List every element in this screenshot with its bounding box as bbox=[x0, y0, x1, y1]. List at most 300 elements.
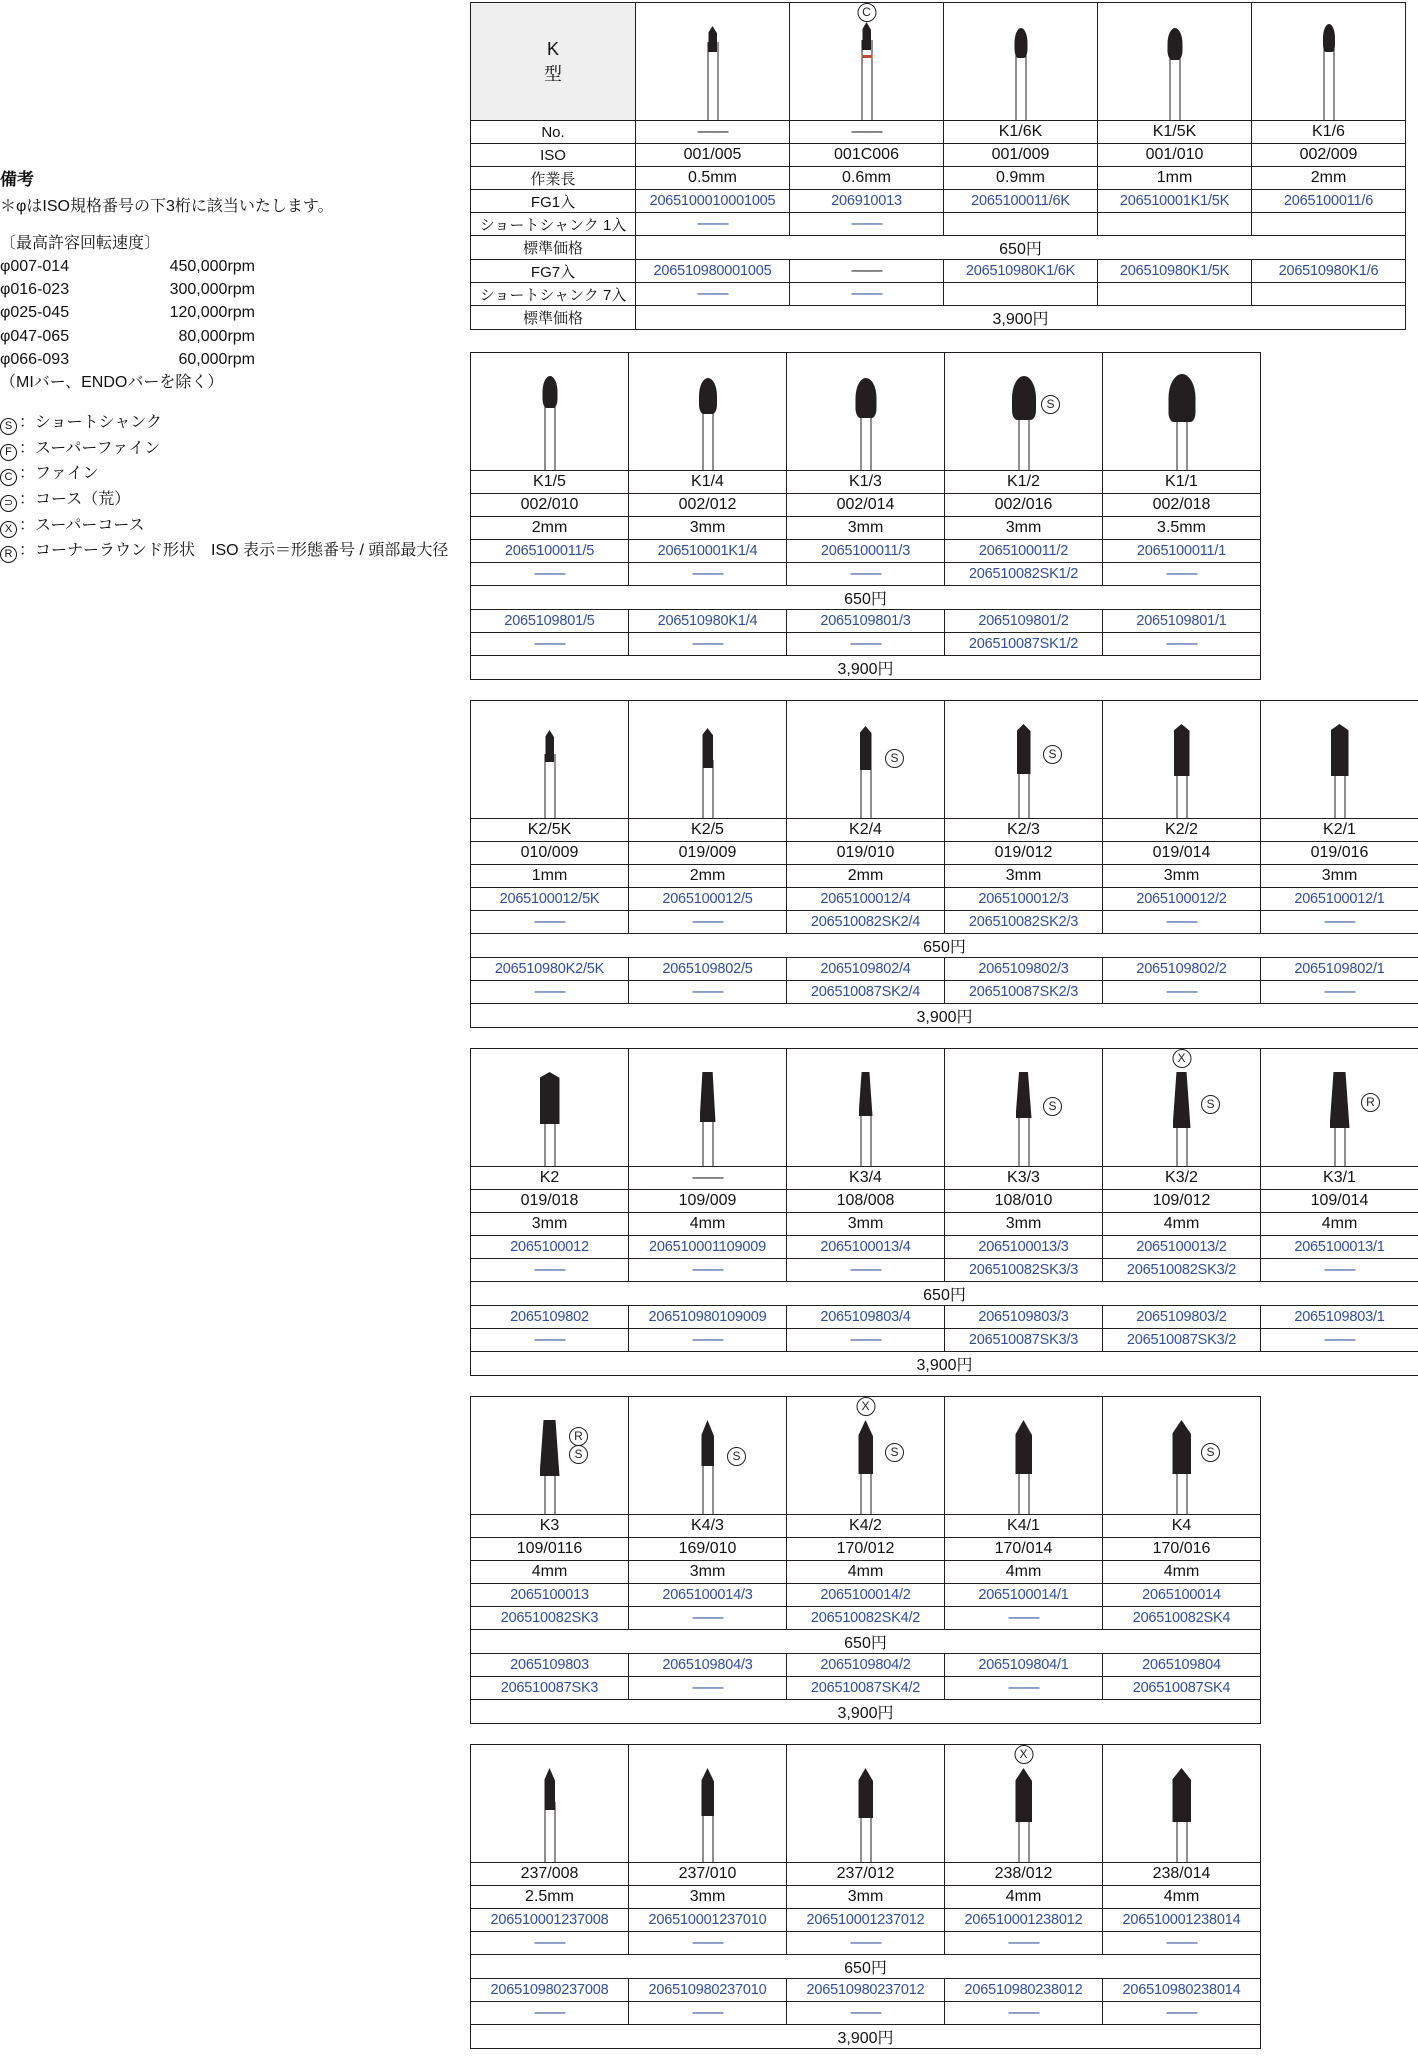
coarse-icon: ⊃ bbox=[0, 495, 17, 512]
cell-no: K4/1 bbox=[945, 1515, 1103, 1538]
cell-code-fg1[interactable]: 2065100011/6K bbox=[944, 190, 1098, 213]
cell-iso: 019/018 bbox=[471, 1190, 629, 1213]
super-coarse-mark-icon: X bbox=[1172, 1049, 1191, 1068]
speed-diameter: φ007-014 bbox=[0, 258, 70, 276]
cell-length: 3mm bbox=[787, 517, 945, 540]
cell-iso: 109/014 bbox=[1261, 1190, 1418, 1213]
cell-code-fg1[interactable]: 2065100014/1 bbox=[945, 1584, 1103, 1607]
legend-list bbox=[0, 410, 470, 564]
cell-code-short1[interactable]: 206510082SK2/3 bbox=[945, 911, 1103, 934]
bur-image bbox=[1261, 1049, 1418, 1167]
cell-code-short1: —— bbox=[471, 911, 629, 934]
cell-length: 4mm bbox=[629, 1213, 787, 1236]
cell-code-fg7[interactable]: 206510980109009 bbox=[629, 1306, 787, 1329]
cell-no: —— bbox=[790, 121, 944, 144]
cell-length: 4mm bbox=[1103, 1213, 1261, 1236]
cell-code-short7: —— bbox=[1103, 981, 1261, 1004]
cell-price-3900: 3,900円 bbox=[636, 306, 1406, 330]
cell-length: 3mm bbox=[629, 1561, 787, 1584]
cell-code-short7 bbox=[944, 283, 1098, 306]
bur-image bbox=[944, 3, 1098, 121]
cell-code-fg7[interactable]: 2065109803 bbox=[471, 1654, 629, 1677]
cell-code-short7[interactable]: 206510087SK3 bbox=[471, 1677, 629, 1700]
cell-length: 3mm bbox=[945, 1213, 1103, 1236]
cell-code-short7[interactable]: 206510087SK3/2 bbox=[1103, 1329, 1261, 1352]
cell-iso: 237/010 bbox=[629, 1863, 787, 1886]
cell-no: K1/2 bbox=[945, 471, 1103, 494]
cell-code-short1: —— bbox=[945, 1932, 1103, 1955]
cell-code-short1[interactable]: 206510082SK4 bbox=[1103, 1607, 1261, 1630]
cell-code-short7: —— bbox=[471, 2002, 629, 2025]
cell-code-short7[interactable]: 206510087SK2/4 bbox=[787, 981, 945, 1004]
cell-code-fg7[interactable]: 2065109803/2 bbox=[1103, 1306, 1261, 1329]
speed-diameter: φ047-065 bbox=[0, 327, 70, 345]
cell-code-fg7[interactable]: 2065109802/3 bbox=[945, 958, 1103, 981]
cell-length: 0.9mm bbox=[944, 167, 1098, 190]
cell-code-fg1[interactable]: 2065100011/5 bbox=[471, 540, 629, 563]
cell-iso: 170/014 bbox=[945, 1538, 1103, 1561]
bur-image bbox=[1261, 701, 1418, 819]
cell-code-fg7[interactable]: 2065109804/1 bbox=[945, 1654, 1103, 1677]
cell-iso: 010/009 bbox=[471, 842, 629, 865]
speed-diameter: φ025-045 bbox=[0, 304, 70, 322]
row-label-price: 標準価格 bbox=[471, 306, 636, 330]
cell-code-short7: —— bbox=[790, 283, 944, 306]
cell-code-fg7[interactable]: 206510980237008 bbox=[471, 1979, 629, 2002]
cell-code-fg1[interactable]: 2065100013 bbox=[471, 1584, 629, 1607]
cell-iso: 108/010 bbox=[945, 1190, 1103, 1213]
cell-length: 2mm bbox=[471, 517, 629, 540]
short-shank-mark-icon: S bbox=[1041, 395, 1060, 414]
cell-iso: 169/010 bbox=[629, 1538, 787, 1561]
cell-no: K2/3 bbox=[945, 819, 1103, 842]
short-shank-mark-icon: S bbox=[1043, 1097, 1062, 1116]
cell-code-fg7[interactable]: 206510980K2/5K bbox=[471, 958, 629, 981]
cell-price-650: 650円 bbox=[471, 586, 1261, 610]
cell-code-fg1[interactable]: 2065100013/2 bbox=[1103, 1236, 1261, 1259]
cell-code-fg7[interactable]: 2065109801/5 bbox=[471, 610, 629, 633]
cell-price-650: 650円 bbox=[471, 1282, 1418, 1306]
cell-length: 2mm bbox=[629, 865, 787, 888]
bur-image bbox=[471, 353, 629, 471]
bur-image bbox=[790, 3, 944, 121]
cell-no: K4/3 bbox=[629, 1515, 787, 1538]
bur-image bbox=[1103, 701, 1261, 819]
cell-code-fg1[interactable]: 206510001237012 bbox=[787, 1909, 945, 1932]
bur-table-4 bbox=[470, 1048, 1418, 1376]
row-label-fg7: FG7入 bbox=[471, 260, 636, 283]
cell-code-fg1[interactable]: 2065100014/3 bbox=[629, 1584, 787, 1607]
super-coarse-icon: X bbox=[0, 521, 17, 538]
cell-price-3900: 3,900円 bbox=[471, 656, 1261, 680]
cell-code-fg7[interactable]: 206510980237010 bbox=[629, 1979, 787, 2002]
cell-code-fg7[interactable]: 2065109804/2 bbox=[787, 1654, 945, 1677]
cell-code-fg7[interactable]: 2065109801/1 bbox=[1103, 610, 1261, 633]
cell-no: K2/5K bbox=[471, 819, 629, 842]
cell-code-short7: —— bbox=[629, 1677, 787, 1700]
speed-value: 80,000rpm bbox=[178, 327, 255, 345]
legend-label: ：コーナーラウンド形状 ISO 表示＝形態番号 / 頭部最大径 bbox=[19, 542, 449, 560]
cell-length: 0.6mm bbox=[790, 167, 944, 190]
bur-image bbox=[629, 1049, 787, 1167]
legend-item bbox=[0, 436, 470, 462]
row-label-price: 標準価格 bbox=[471, 236, 636, 260]
cell-price-650: 650円 bbox=[471, 1630, 1261, 1654]
cell-length: 0.5mm bbox=[636, 167, 790, 190]
cell-code-short7: —— bbox=[629, 633, 787, 656]
cell-code-fg7[interactable]: 2065109802 bbox=[471, 1306, 629, 1329]
cell-no: K4 bbox=[1103, 1515, 1261, 1538]
cell-code-short7: —— bbox=[787, 2002, 945, 2025]
row-label-fg1: FG1入 bbox=[471, 190, 636, 213]
cell-code-fg1[interactable]: 2065100013/4 bbox=[787, 1236, 945, 1259]
cell-no: K3/4 bbox=[787, 1167, 945, 1190]
cell-code-short7: —— bbox=[945, 2002, 1103, 2025]
cell-code-fg1[interactable]: 206510001238012 bbox=[945, 1909, 1103, 1932]
cell-code-fg7[interactable]: 206510980001005 bbox=[636, 260, 790, 283]
legend-label: ：スーパーファイン bbox=[19, 439, 161, 457]
short-shank-icon: S bbox=[0, 418, 17, 435]
cell-code-short7: —— bbox=[636, 283, 790, 306]
cell-no: K1/3 bbox=[787, 471, 945, 494]
max-speed-heading: 〔最高許容回転速度〕 bbox=[0, 234, 161, 252]
cell-code-short1 bbox=[944, 213, 1098, 236]
cell-code-short1: —— bbox=[1103, 1932, 1261, 1955]
cell-iso: 109/009 bbox=[629, 1190, 787, 1213]
speed-row bbox=[0, 278, 470, 301]
cell-price-650: 650円 bbox=[471, 1955, 1261, 1979]
cell-code-short7[interactable]: 206510087SK3/3 bbox=[945, 1329, 1103, 1352]
cell-iso: 002/018 bbox=[1103, 494, 1261, 517]
cell-length: 2.5mm bbox=[471, 1886, 629, 1909]
cell-code-short7 bbox=[1252, 283, 1406, 306]
bur-image bbox=[1252, 3, 1406, 121]
cell-price-650: 650円 bbox=[471, 934, 1418, 958]
remarks-panel bbox=[0, 168, 470, 564]
bur-image bbox=[629, 1397, 787, 1515]
cell-code-fg1[interactable]: 2065100010001005 bbox=[636, 190, 790, 213]
bur-image bbox=[636, 3, 790, 121]
cell-no: K2/2 bbox=[1103, 819, 1261, 842]
cell-iso: 001/005 bbox=[636, 144, 790, 167]
bur-image bbox=[629, 353, 787, 471]
cell-code-short7: —— bbox=[629, 981, 787, 1004]
cell-iso: 002/012 bbox=[629, 494, 787, 517]
cell-iso: 002/014 bbox=[787, 494, 945, 517]
cell-code-short1: —— bbox=[945, 1607, 1103, 1630]
bur-image bbox=[787, 1049, 945, 1167]
cell-code-fg7[interactable]: 2065109801/3 bbox=[787, 610, 945, 633]
remarks-title: 備考 bbox=[0, 170, 34, 189]
bur-image bbox=[787, 701, 945, 819]
cell-length: 3mm bbox=[1261, 865, 1418, 888]
corner-round-mark-icon: R bbox=[1361, 1093, 1380, 1112]
cell-code-fg1[interactable]: 2065100012/3 bbox=[945, 888, 1103, 911]
cell-code-fg1[interactable]: 2065100014 bbox=[1103, 1584, 1261, 1607]
cell-iso: 002/009 bbox=[1252, 144, 1406, 167]
row-label-short7: ショートシャンク 7入 bbox=[471, 283, 636, 306]
cell-code-short1: —— bbox=[629, 911, 787, 934]
cell-iso: 019/009 bbox=[629, 842, 787, 865]
cell-iso: 170/016 bbox=[1103, 1538, 1261, 1561]
cell-iso: 109/012 bbox=[1103, 1190, 1261, 1213]
cell-code-short1: —— bbox=[1103, 563, 1261, 586]
cell-code-short1 bbox=[1252, 213, 1406, 236]
cell-no: —— bbox=[636, 121, 790, 144]
cell-code-short1[interactable]: 206510082SK3/2 bbox=[1103, 1259, 1261, 1282]
cell-code-fg1[interactable]: 206510001K1/4 bbox=[629, 540, 787, 563]
cell-code-short7: —— bbox=[471, 981, 629, 1004]
cell-code-fg1[interactable]: 206510001109009 bbox=[629, 1236, 787, 1259]
cell-code-fg7[interactable]: 2065109803/1 bbox=[1261, 1306, 1418, 1329]
cell-code-fg1[interactable]: 2065100011/1 bbox=[1103, 540, 1261, 563]
cell-iso: 109/0116 bbox=[471, 1538, 629, 1561]
bur-image bbox=[471, 1397, 629, 1515]
cell-code-fg1[interactable]: 2065100011/3 bbox=[787, 540, 945, 563]
short-shank-mark-icon: S bbox=[1201, 1443, 1220, 1462]
cell-code-short1: —— bbox=[629, 563, 787, 586]
cell-iso: 001/009 bbox=[944, 144, 1098, 167]
cell-code-fg1[interactable]: 2065100013/3 bbox=[945, 1236, 1103, 1259]
cell-no: K1/1 bbox=[1103, 471, 1261, 494]
cell-code-fg7[interactable]: 206510980238012 bbox=[945, 1979, 1103, 2002]
cell-code-short7: —— bbox=[629, 2002, 787, 2025]
cell-price-3900: 3,900円 bbox=[471, 1352, 1418, 1376]
bur-image bbox=[1098, 3, 1252, 121]
legend-item bbox=[0, 538, 470, 564]
cell-code-fg7[interactable]: 2065109802/1 bbox=[1261, 958, 1418, 981]
cell-code-fg7[interactable]: 206510980237012 bbox=[787, 1979, 945, 2002]
cell-code-fg1[interactable]: 2065100011/2 bbox=[945, 540, 1103, 563]
cell-no: K1/5 bbox=[471, 471, 629, 494]
cell-length: 3.5mm bbox=[1103, 517, 1261, 540]
cell-code-short7: —— bbox=[945, 1677, 1103, 1700]
cell-code-short1: —— bbox=[629, 1607, 787, 1630]
cell-code-fg7[interactable]: 206510980K1/5K bbox=[1098, 260, 1252, 283]
cell-price-3900: 3,900円 bbox=[471, 1700, 1261, 1724]
cell-iso: 001/010 bbox=[1098, 144, 1252, 167]
speed-diameter: φ066-093 bbox=[0, 350, 70, 368]
cell-code-short1: —— bbox=[787, 1259, 945, 1282]
bur-image bbox=[945, 1049, 1103, 1167]
cell-code-fg7[interactable]: 2065109803/4 bbox=[787, 1306, 945, 1329]
super-coarse-mark-icon: X bbox=[1014, 1745, 1033, 1764]
cell-code-short1[interactable]: 206510082SK4/2 bbox=[787, 1607, 945, 1630]
cell-iso: 001C006 bbox=[790, 144, 944, 167]
cell-no: K2 bbox=[471, 1167, 629, 1190]
bur-image bbox=[629, 701, 787, 819]
cell-code-fg1[interactable]: 2065100012/5K bbox=[471, 888, 629, 911]
legend-item bbox=[0, 513, 470, 539]
cell-code-fg7[interactable]: 2065109801/2 bbox=[945, 610, 1103, 633]
cell-code-short1[interactable]: 206510082SK3 bbox=[471, 1607, 629, 1630]
cell-code-fg7[interactable]: 2065109804/3 bbox=[629, 1654, 787, 1677]
bur-image bbox=[471, 1745, 629, 1863]
cell-code-fg1[interactable]: 206510001238014 bbox=[1103, 1909, 1261, 1932]
cell-code-fg1[interactable]: 206510001237008 bbox=[471, 1909, 629, 1932]
cell-code-fg7[interactable]: 206510980238014 bbox=[1103, 1979, 1261, 2002]
cell-code-short7: —— bbox=[1261, 981, 1418, 1004]
cell-code-short7: —— bbox=[787, 633, 945, 656]
cell-no: K3 bbox=[471, 1515, 629, 1538]
bur-image bbox=[787, 353, 945, 471]
cell-no: K1/6 bbox=[1252, 121, 1406, 144]
cell-length: 4mm bbox=[945, 1561, 1103, 1584]
cell-code-short1: —— bbox=[629, 1259, 787, 1282]
bur-image bbox=[945, 701, 1103, 819]
cell-code-short7 bbox=[1098, 283, 1252, 306]
cell-length: 3mm bbox=[787, 1213, 945, 1236]
cell-length: 2mm bbox=[1252, 167, 1406, 190]
cell-code-fg1[interactable]: 2065100014/2 bbox=[787, 1584, 945, 1607]
bur-image bbox=[1103, 1049, 1261, 1167]
bur-image bbox=[471, 701, 629, 819]
cell-code-fg7[interactable]: 206510980K1/6 bbox=[1252, 260, 1406, 283]
cell-length: 3mm bbox=[629, 517, 787, 540]
speed-value: 60,000rpm bbox=[178, 350, 255, 368]
cell-code-fg7[interactable]: 2065109803/3 bbox=[945, 1306, 1103, 1329]
cell-code-short1[interactable]: 206510082SK2/4 bbox=[787, 911, 945, 934]
cell-code-fg1[interactable]: 2065100013/1 bbox=[1261, 1236, 1418, 1259]
super-coarse-mark-icon: X bbox=[856, 1397, 875, 1416]
cell-code-short1: —— bbox=[787, 1932, 945, 1955]
cell-iso: 019/016 bbox=[1261, 842, 1418, 865]
cell-code-fg1[interactable]: 2065100012/5 bbox=[629, 888, 787, 911]
cell-no: K3/2 bbox=[1103, 1167, 1261, 1190]
speed-row bbox=[0, 348, 470, 371]
row-label-short1: ショートシャンク 1入 bbox=[471, 213, 636, 236]
short-shank-mark-icon: S bbox=[885, 1443, 904, 1462]
cell-code-fg7[interactable]: 2065109802/5 bbox=[629, 958, 787, 981]
cell-code-fg1[interactable]: 2065100012/4 bbox=[787, 888, 945, 911]
speed-diameter: φ016-023 bbox=[0, 281, 70, 299]
cell-length: 2mm bbox=[787, 865, 945, 888]
short-shank-mark-icon: S bbox=[885, 749, 904, 768]
speed-value: 300,000rpm bbox=[169, 281, 255, 299]
cell-price-3900: 3,900円 bbox=[471, 2025, 1261, 2049]
cell-code-fg1[interactable]: 2065100012/2 bbox=[1103, 888, 1261, 911]
cell-code-fg7[interactable]: 206510980K1/4 bbox=[629, 610, 787, 633]
speed-value: 450,000rpm bbox=[169, 258, 255, 276]
bur-table-1 bbox=[470, 2, 1406, 330]
cell-code-short7[interactable]: 206510087SK1/2 bbox=[945, 633, 1103, 656]
legend-label: ：スーパーコース bbox=[19, 516, 145, 534]
short-shank-mark-icon: S bbox=[1043, 745, 1062, 764]
cell-code-fg7: —— bbox=[790, 260, 944, 283]
bur-table-6 bbox=[470, 1744, 1261, 2049]
cell-code-short1: —— bbox=[471, 1259, 629, 1282]
cell-code-short7[interactable]: 206510087SK2/3 bbox=[945, 981, 1103, 1004]
speed-row bbox=[0, 255, 470, 278]
cell-code-fg1[interactable]: 2065100012/1 bbox=[1261, 888, 1418, 911]
cell-code-fg1[interactable]: 2065100011/6 bbox=[1252, 190, 1406, 213]
cell-code-fg7[interactable]: 2065109804 bbox=[1103, 1654, 1261, 1677]
cell-code-fg7[interactable]: 2065109802/4 bbox=[787, 958, 945, 981]
cell-code-fg1[interactable]: 206510001K1/5K bbox=[1098, 190, 1252, 213]
bur-image bbox=[945, 1397, 1103, 1515]
cell-iso: 170/012 bbox=[787, 1538, 945, 1561]
corner-round-icon: R bbox=[0, 546, 17, 563]
cell-length: 3mm bbox=[629, 1886, 787, 1909]
corner-round-mark-icon: R bbox=[569, 1427, 588, 1446]
cell-code-short1: —— bbox=[787, 563, 945, 586]
cell-no: K3/3 bbox=[945, 1167, 1103, 1190]
bur-image bbox=[471, 1049, 629, 1167]
cell-length: 4mm bbox=[1103, 1561, 1261, 1584]
cell-code-short1: —— bbox=[471, 563, 629, 586]
cell-code-short7[interactable]: 206510087SK4 bbox=[1103, 1677, 1261, 1700]
bur-image bbox=[945, 1745, 1103, 1863]
speed-row bbox=[0, 325, 470, 348]
legend-item bbox=[0, 487, 470, 513]
cell-no: K2/1 bbox=[1261, 819, 1418, 842]
cell-no: K4/2 bbox=[787, 1515, 945, 1538]
bur-table-3 bbox=[470, 700, 1418, 1028]
row-label-no: No. bbox=[471, 121, 636, 144]
short-shank-mark-icon: S bbox=[727, 1447, 746, 1466]
short-shank-mark-icon: S bbox=[1201, 1095, 1220, 1114]
cell-price-650: 650円 bbox=[636, 236, 1406, 260]
cell-code-short1 bbox=[1098, 213, 1252, 236]
cell-iso: 238/012 bbox=[945, 1863, 1103, 1886]
legend-label: ：ファイン bbox=[19, 465, 99, 483]
cell-code-short7: —— bbox=[471, 633, 629, 656]
bur-image bbox=[629, 1745, 787, 1863]
cell-code-short1: —— bbox=[790, 213, 944, 236]
cell-price-3900: 3,900円 bbox=[471, 1004, 1418, 1028]
cell-iso: 002/010 bbox=[471, 494, 629, 517]
bur-image bbox=[1103, 1745, 1261, 1863]
bur-table-2 bbox=[470, 352, 1261, 680]
cell-code-short7: —— bbox=[629, 1329, 787, 1352]
cell-code-short7: —— bbox=[787, 1329, 945, 1352]
cell-code-short1[interactable]: 206510082SK1/2 bbox=[945, 563, 1103, 586]
bur-image bbox=[945, 353, 1103, 471]
cell-no: —— bbox=[629, 1167, 787, 1190]
cell-no: K1/5K bbox=[1098, 121, 1252, 144]
cell-length: 4mm bbox=[787, 1561, 945, 1584]
cell-no: K2/4 bbox=[787, 819, 945, 842]
cell-length: 4mm bbox=[1261, 1213, 1418, 1236]
cell-length: 3mm bbox=[945, 517, 1103, 540]
cell-code-short1: —— bbox=[1261, 911, 1418, 934]
cell-code-short1: —— bbox=[1261, 1259, 1418, 1282]
cell-code-short1: —— bbox=[629, 1932, 787, 1955]
bur-image bbox=[1103, 353, 1261, 471]
row-label-working-length: 作業長 bbox=[471, 167, 636, 190]
legend-label: ：ショートシャンク bbox=[19, 414, 163, 432]
cell-length: 1mm bbox=[471, 865, 629, 888]
cell-code-fg7[interactable]: 2065109802/2 bbox=[1103, 958, 1261, 981]
cell-code-short7: —— bbox=[1261, 1329, 1418, 1352]
cell-code-short1: —— bbox=[1103, 911, 1261, 934]
cell-iso: 002/016 bbox=[945, 494, 1103, 517]
cell-iso: 019/012 bbox=[945, 842, 1103, 865]
cell-code-short1[interactable]: 206510082SK3/3 bbox=[945, 1259, 1103, 1282]
cell-code-short7[interactable]: 206510087SK4/2 bbox=[787, 1677, 945, 1700]
bur-image bbox=[1103, 1397, 1261, 1515]
bur-image bbox=[787, 1397, 945, 1515]
speed-exclusion-note: （MIバー、ENDOバーを除く） bbox=[0, 373, 224, 391]
cell-code-fg1[interactable]: 2065100012 bbox=[471, 1236, 629, 1259]
cell-code-fg7[interactable]: 206510980K1/6K bbox=[944, 260, 1098, 283]
cell-code-fg1[interactable]: 206510001237010 bbox=[629, 1909, 787, 1932]
fine-mark-icon: C bbox=[857, 3, 876, 22]
short-shank-mark-icon: S bbox=[569, 1445, 588, 1464]
cell-code-fg1[interactable]: 206910013 bbox=[790, 190, 944, 213]
cell-code-short7: —— bbox=[1103, 2002, 1261, 2025]
cell-iso: 238/014 bbox=[1103, 1863, 1261, 1886]
